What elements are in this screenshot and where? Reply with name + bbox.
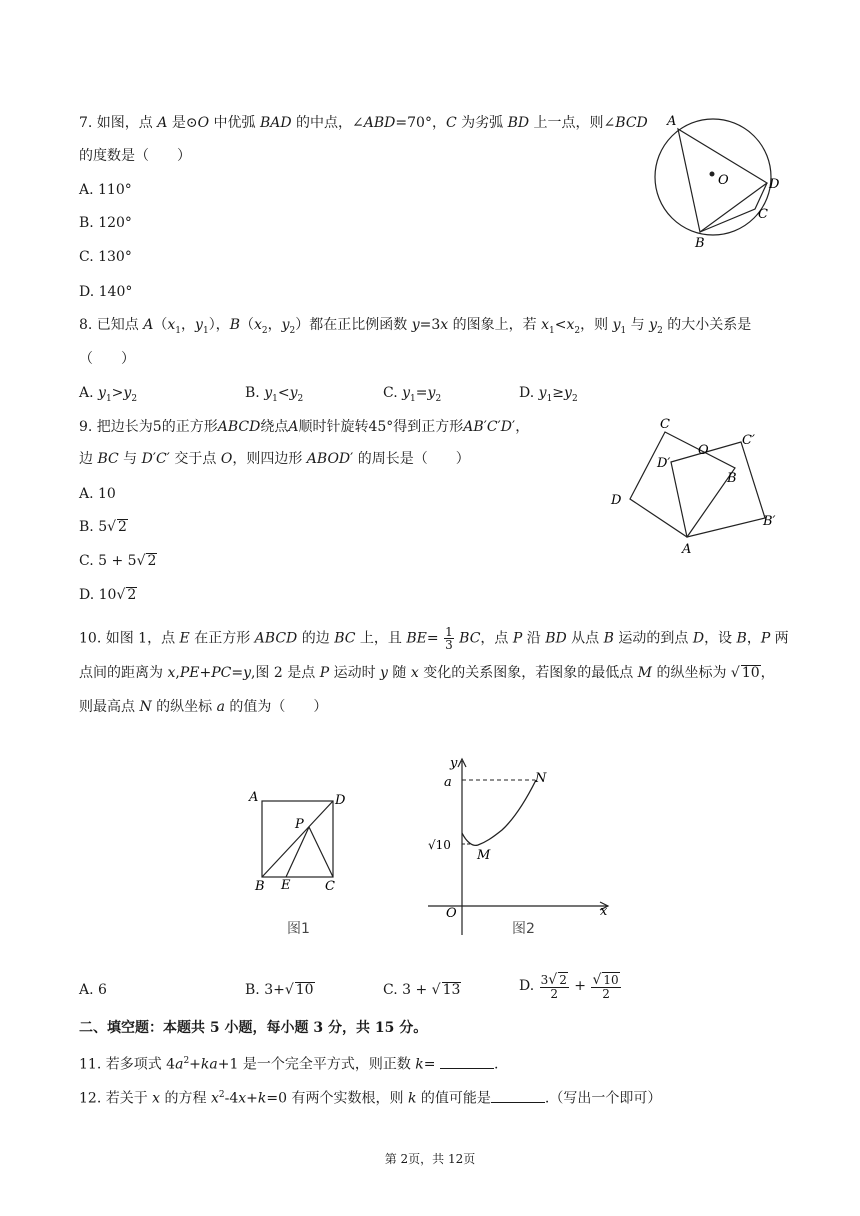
q10-option-c: C. 3 + √ 13 (383, 982, 461, 998)
q9-square-figure (605, 412, 785, 562)
q9-label-c: C (660, 417, 670, 432)
section2-heading: 二、填空题：本题共 5 小题，每小题 3 分，共 15 分。 (79, 1020, 428, 1036)
q8-option-b: B. $y_1<y_2$ (245, 385, 304, 404)
q9-label-d: D (611, 493, 622, 508)
q7-label-b: B (695, 236, 705, 251)
q9-option-c: C. 5 + 5√ 2 (79, 553, 157, 569)
q7-option-b: B. 120° (79, 215, 132, 231)
q10-option-d: D. $\frac{3√ 2}{2}$ + $\frac{√ 10}{2}$ (519, 972, 619, 1001)
fig2-label-m: M (477, 848, 491, 863)
fig2-label-x: x (600, 904, 608, 919)
fig2-label-y: y (450, 756, 458, 771)
fig1-label-e: E (281, 878, 291, 893)
q7-label-c: C (758, 207, 768, 222)
q11-stem: 11. 若多项式 $4a^2+ka+1$ 是一个完全平方式，则正数 k= . (79, 1056, 499, 1073)
q9-stem-line1: 9. 把边长为5的正方形ABCD绕点A顺时针旋转45°得到正方形AB′C′D′， (79, 419, 530, 435)
q9-option-d: D. 10√ 2 (79, 587, 137, 603)
q10-stem-line2: 点间的距离为 x,PE+PC=y,图 2 是点 P 运动时 y 随 x 变化的关系图象，若图象的最低点 M 的纵坐标为 √ 10， (79, 665, 775, 681)
fig1-caption: 图1 (287, 921, 310, 937)
q9-label-a: A (682, 542, 692, 557)
q8-option-d: D. $y_1\ge y_2$ (519, 385, 578, 404)
q7-label-o: O (718, 173, 729, 188)
q10-option-a: A. 6 (79, 982, 107, 998)
fig2-label-o: O (446, 906, 457, 921)
fig1-label-p: P (295, 817, 304, 832)
fig2-caption: 图2 (512, 921, 535, 937)
q10-stem-line1: 10. 如图 1，点 E 在正方形 ABCD 的边 BC 上，且 BE= $\frac{1}{3}$ BC，点 P 沿 BD 从点 B 运动的到点 D，设 B，P 两 (79, 625, 789, 652)
q8-stem-line1: 8. 已知点 $A(x_1$，$y_1$），$B(x_2$，$y_2$）都在正比例函数 y=3x 的图象上，若 $x_1<x_2$，则 $y_1$ 与 $y_2$ 的大小关系是 (79, 317, 752, 336)
q8-stem-line2: （ ） (79, 351, 135, 367)
fig2-label-sqrt10: √10 (428, 838, 451, 852)
q12-stem: 12. 若关于 x 的方程 $x^2-4x+k=0$ 有两个实数根，则 k 的值可能是 .（写出一个即可） (79, 1090, 662, 1107)
q7-option-a: A. 110° (79, 182, 132, 198)
q8-option-a: A. $y_1>y_2$ (79, 385, 138, 404)
q7-option-c: C. 130° (79, 249, 132, 265)
q9-label-o: O (698, 443, 709, 458)
page-footer: 第 2页，共 12页 (384, 1152, 476, 1166)
q9-label-d-prime: D′ (657, 456, 671, 471)
q9-stem-line2: 边 BC 与 D′C′ 交于点 O，则四边形 ABOD′ 的周长是（ ） (79, 451, 470, 467)
fig1-label-d: D (335, 793, 346, 808)
q9-option-a: A. 10 (79, 486, 116, 502)
q10-stem-line3: 则最高点 N 的纵坐标 a 的值为（ ） (79, 699, 328, 715)
fig1-label-c: C (325, 879, 335, 894)
q7-circle-figure (645, 108, 785, 253)
q7-option-d: D. 140° (79, 284, 133, 300)
q8-option-c: C. $y_1=y_2$ (383, 385, 442, 404)
q9-label-c-prime: C′ (742, 433, 755, 448)
q7-label-a: A (667, 114, 677, 129)
q7-stem-line1: 7. 如图，点 A 是⊙O 中优弧 BAD 的中点，∠ABD=70°，C 为劣弧 BD 上一点，则∠BCD (79, 115, 648, 131)
q7-stem-line2: 的度数是（ ） (79, 148, 191, 164)
q10-figure1 (245, 785, 355, 940)
fig1-label-a: A (249, 790, 259, 805)
q7-label-d: D (769, 177, 780, 192)
fig1-label-b: B (255, 879, 265, 894)
q9-option-b: B. 5√ 2 (79, 519, 127, 535)
q9-label-b: B (727, 471, 737, 486)
fig2-label-a: a (444, 775, 452, 790)
fig2-label-n: N (535, 771, 547, 786)
q10-figure2 (420, 755, 620, 940)
q9-label-b-prime: B′ (763, 514, 776, 529)
q10-option-b: B. 3+√ 10 (245, 982, 314, 998)
